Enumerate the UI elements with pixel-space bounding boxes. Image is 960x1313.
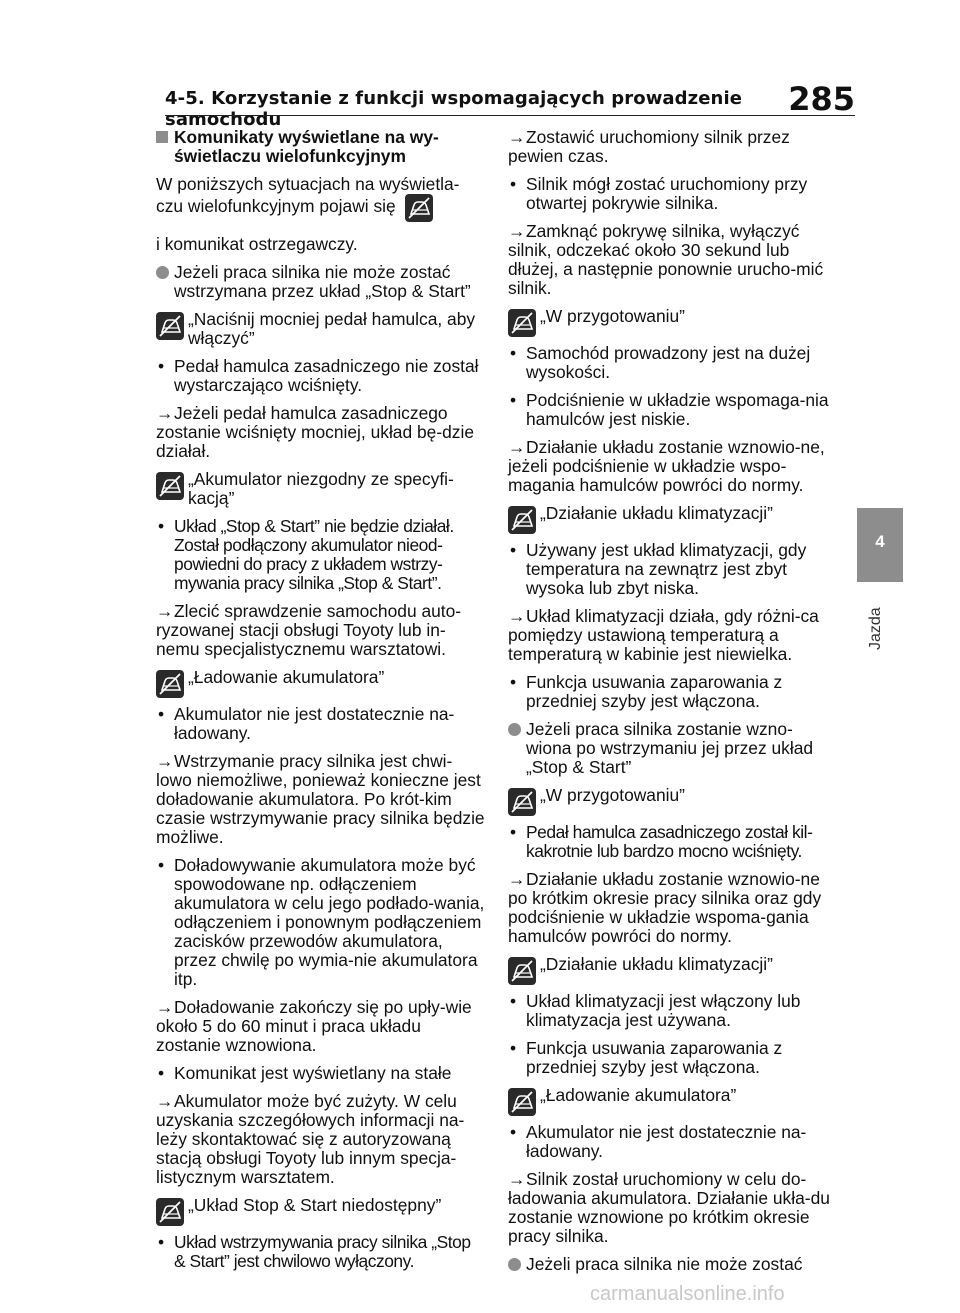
bullet-item: • Funkcja usuwania zaparowania z przedniej szyby jest włączona. [510, 1038, 783, 1077]
circle-bullet-icon [508, 723, 521, 736]
arrow-item: →Zamknąć pokrywę silnika, wyłączyć silnik, odczekać około 30 sekund lub dłużej, a następnie ponownie urucho-mić silnik. [508, 221, 824, 298]
chapter-number: 4 [875, 532, 885, 551]
bullet-item: • Doładowywanie akumulatora może być spowodowane np. odłączeniem akumulatora w celu jego podłado-wania, odłączeniem i ponownym podłączeniem zacisków przewodów akumulatora, przez chwilę po wymia-nie akumulatora itp. [158, 855, 485, 989]
header-rule [165, 115, 855, 116]
arrow-item: →Akumulator może być zużyty. W celu uzyskania szczegółowych informacji na-leży skontaktować się z autoryzowaną stacją obsługi Toyoty lub innym specja-listycznym warsztatem. [156, 1091, 465, 1187]
message-item: „Działanie układu klimatyzacji” [508, 955, 838, 983]
arrow-item: →Zlecić sprawdzenie samochodu auto-ryzowanej stacji obsługi Toyoty lub in-nemu specjalistycznemu warsztatowi. [156, 601, 462, 659]
message-item: „Działanie układu klimatyzacji” [508, 504, 838, 532]
arrow-item: →Układ klimatyzacji działa, gdy różni-ca pomiędzy ustawioną temperaturą a temperaturą w kabinie jest niewielka. [508, 606, 819, 664]
left-column [156, 128, 486, 1280]
message-item: „Układ Stop & Start niedostępny” [156, 1196, 486, 1224]
arrow-item: →Doładowanie zakończy się po upły-wie około 5 do 60 minut i praca układu zostanie wznowiona. [156, 997, 472, 1055]
condition-item: Jeżeli praca silnika nie może zostać [508, 1255, 838, 1274]
bullet-item: • Układ klimatyzacji jest włączony lub klimatyzacja jest używana. [510, 991, 801, 1030]
bullet-item: • Układ wstrzymywania pracy silnika „Stop & Start” jest chwilowo wyłączony. [158, 1232, 471, 1271]
page-header [165, 80, 855, 130]
bullet-item: • Akumulator nie jest dostatecznie na-ładowany. [510, 1122, 807, 1161]
heading-square-icon [156, 131, 168, 143]
condition-item: Jeżeli praca silnika nie może zostać wstrzymana przez układ „Stop & Start” [156, 263, 486, 301]
bullet-item: • Pedał hamulca zasadniczego nie został wystarczająco wciśnięty. [158, 356, 479, 395]
message-item: „Akumulator niezgodny ze specyfi-kacją” [156, 470, 486, 508]
bullet-item: • Układ „Stop & Start” nie będzie działał. Został podłączony akumulator nieod-powiedni do pracy z układem wstrzy-mywania pracy silnika „Stop & Start”. [158, 516, 454, 593]
message-item: „Ładowanie akumulatora” [156, 668, 486, 696]
bullet-item: • Podciśnienie w układzie wspomaga-nia hamulców jest niskie. [510, 390, 829, 429]
arrow-item: →Wstrzymanie pracy silnika jest chwi-lowo niemożliwe, ponieważ konieczne jest doładowanie akumulatora. Po krót-kim czasie wstrzymywanie pracy silnika będzie możliwe. [156, 751, 485, 847]
arrow-item: →Jeżeli pedał hamulca zasadniczego zostanie wciśnięty mocniej, układ bę-dzie działał. [156, 403, 475, 461]
stop-start-indicator-icon [405, 194, 433, 226]
message-item: „Ładowanie akumulatora” [508, 1086, 838, 1114]
section-title: 4-5. Korzystanie z funkcji wspomagających prowadzenie samochodu [165, 88, 743, 130]
bullet-item: • Funkcja usuwania zaparowania z przedniej szyby jest włączona. [510, 672, 783, 711]
message-item: „W przygotowaniu” [508, 307, 838, 335]
message-item: „Naciśnij mocniej pedał hamulca, aby włączyć” [156, 310, 486, 348]
watermark: carmanualsonline.info [590, 1283, 785, 1305]
section-heading: Komunikaty wyświetlane na wy-świetlaczu wielofunkcyjnym [156, 128, 486, 166]
bullet-item: • Silnik mógł zostać uruchomiony przy otwartej pokrywie silnika. [510, 174, 808, 213]
bullet-item: • Samochód prowadzony jest na dużej wysokości. [510, 343, 811, 382]
right-column [508, 128, 838, 1283]
bullet-item: • Akumulator nie jest dostatecznie na-ładowany. [158, 704, 455, 743]
arrow-item: →Działanie układu zostanie wznowio-ne po krótkim okresie pracy silnika oraz gdy podciśnienie w układzie wspoma-gania hamulców powróci do normy. [508, 869, 822, 946]
bullet-item: • Komunikat jest wyświetlany na stałe [158, 1063, 452, 1083]
page-number: 285 [788, 80, 855, 118]
circle-bullet-icon [508, 1258, 521, 1271]
chapter-tab [857, 508, 903, 582]
chapter-label: Jazda [867, 607, 884, 650]
condition-item: Jeżeli praca silnika zostanie wzno-wiona po wstrzymaniu jej przez układ „Stop & Start” [508, 720, 838, 777]
chapter-label-box [857, 590, 903, 660]
bullet-item: • Pedał hamulca zasadniczego został kil-kakrotnie lub bardzo mocno wciśnięty. [510, 822, 813, 861]
intro-paragraph: W poniższych sytuacjach na wyświetla-czu wielofunkcyjnym pojawi się [156, 175, 486, 226]
circle-bullet-icon [156, 266, 169, 279]
arrow-item: →Działanie układu zostanie wznowio-ne, jeżeli podciśnienie w układzie wspo-magania hamulców powróci do normy. [508, 437, 825, 495]
arrow-item: →Silnik został uruchomiony w celu do-ładowania akumulatora. Działanie ukła-du zostanie wznowione po krótkim okresie pracy silnika. [508, 1169, 830, 1246]
bullet-item: • Używany jest układ klimatyzacji, gdy temperatura na zewnątrz jest zbyt wysoka lub zbyt niska. [510, 540, 807, 598]
arrow-item: →Zostawić uruchomiony silnik przez pewien czas. [508, 127, 790, 166]
message-item: „W przygotowaniu” [508, 786, 838, 814]
intro-paragraph-2: i komunikat ostrzegawczy. [156, 234, 358, 254]
